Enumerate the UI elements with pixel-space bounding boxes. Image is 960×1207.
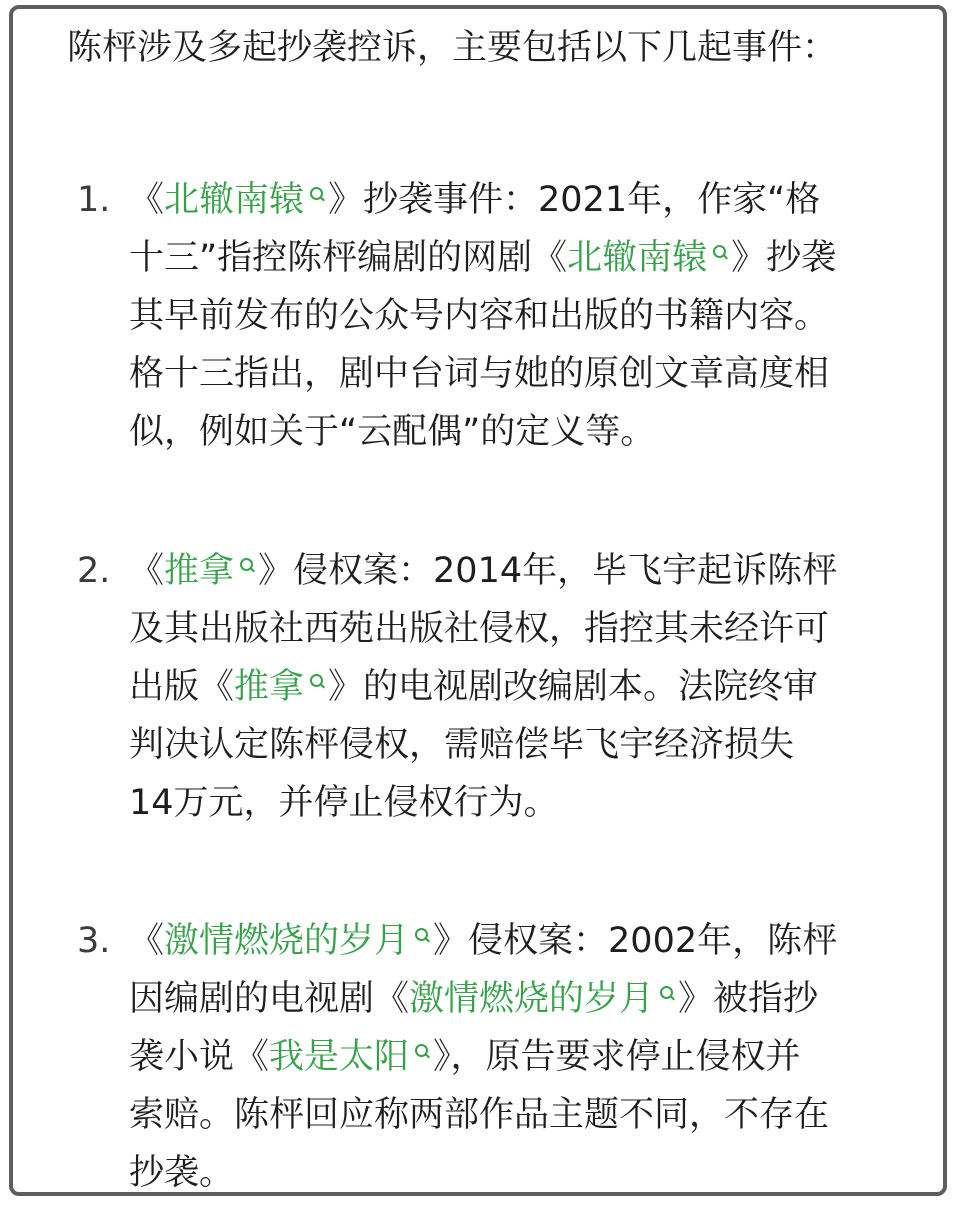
search-icon[interactable] [660, 986, 674, 1000]
search-icon[interactable] [240, 558, 254, 572]
link-label[interactable]: 激情燃烧的岁月 [409, 979, 655, 1019]
item-number: 1. [77, 180, 111, 220]
text-span: 》，原告要求停止侵权并 [433, 1037, 801, 1077]
text-line [129, 1028, 919, 1086]
text-line [129, 912, 919, 970]
link-label[interactable]: 激情燃烧的岁月 [164, 921, 410, 961]
text-span: 十三”指控陈枰编剧的网剧《 [129, 238, 568, 278]
text-line [129, 171, 919, 229]
text-line: 14万元，并停止侵权行为。 [129, 783, 559, 823]
search-icon[interactable] [415, 1044, 429, 1058]
text-span: 》抄袭事件：2021年，作家“格 [328, 180, 821, 220]
link-label[interactable]: 北辙南辕 [164, 180, 305, 220]
text-line [129, 542, 919, 600]
search-icon[interactable] [310, 674, 324, 688]
list-item [77, 171, 919, 461]
item-number: 2. [77, 551, 111, 591]
search-icon[interactable] [310, 187, 324, 201]
text-line: 抄袭。 [129, 1153, 235, 1193]
content-card [9, 5, 947, 1196]
text-line [129, 229, 919, 287]
item-number: 3. [77, 921, 111, 961]
list-item [77, 542, 919, 832]
search-icon[interactable] [415, 928, 429, 942]
text-line [129, 970, 919, 1028]
text-span: 出版《 [129, 667, 235, 707]
search-icon[interactable] [713, 245, 727, 259]
text-line: 似，例如关于“云配偶”的定义等。 [129, 412, 656, 452]
text-span: 《 [129, 180, 165, 220]
search-link-tuina[interactable] [164, 551, 258, 591]
link-label[interactable]: 我是太阳 [269, 1037, 410, 1077]
text-line: 及其出版社西苑出版社侵权，指控其未经许可 [129, 609, 830, 649]
text-span: 》抄袭 [731, 238, 837, 278]
search-link-woshi-taiyang[interactable] [269, 1037, 433, 1077]
search-link-jiqing-ranshao[interactable] [164, 921, 433, 961]
text-line: 索赔。陈枰回应称两部作品主题不同，不存在 [129, 1095, 830, 1135]
link-label[interactable]: 北辙南辕 [567, 238, 708, 278]
text-span: 》侵权案：2002年，陈枰 [433, 921, 838, 961]
text-span: 》被指抄 [678, 979, 819, 1019]
text-line [129, 658, 919, 716]
search-link-beizhe-nanyuan[interactable] [164, 180, 328, 220]
list-item [77, 912, 919, 1196]
text-span: 《 [129, 921, 165, 961]
text-line: 判决认定陈枰侵权，需赔偿毕飞宇经济损失 [129, 725, 795, 765]
text-span: 》侵权案：2014年，毕飞宇起诉陈枰 [258, 551, 838, 591]
text-line: 格十三指出，剧中台词与她的原创文章高度相 [129, 354, 830, 394]
search-link-tuina[interactable] [234, 667, 328, 707]
text-span: 》的电视剧改编剧本。法院终审 [328, 667, 819, 707]
text-span: 袭小说《 [129, 1037, 270, 1077]
text-span: 《 [129, 551, 165, 591]
text-line: 其早前发布的公众号内容和出版的书籍内容。 [129, 296, 830, 336]
link-label[interactable]: 推拿 [164, 551, 235, 591]
search-link-jiqing-ranshao[interactable] [409, 979, 678, 1019]
link-label[interactable]: 推拿 [234, 667, 305, 707]
search-link-beizhe-nanyuan[interactable] [567, 238, 731, 278]
intro-text: 陈枰涉及多起抄袭控诉，主要包括以下几起事件： [67, 28, 838, 68]
text-span: 因编剧的电视剧《 [129, 979, 410, 1019]
